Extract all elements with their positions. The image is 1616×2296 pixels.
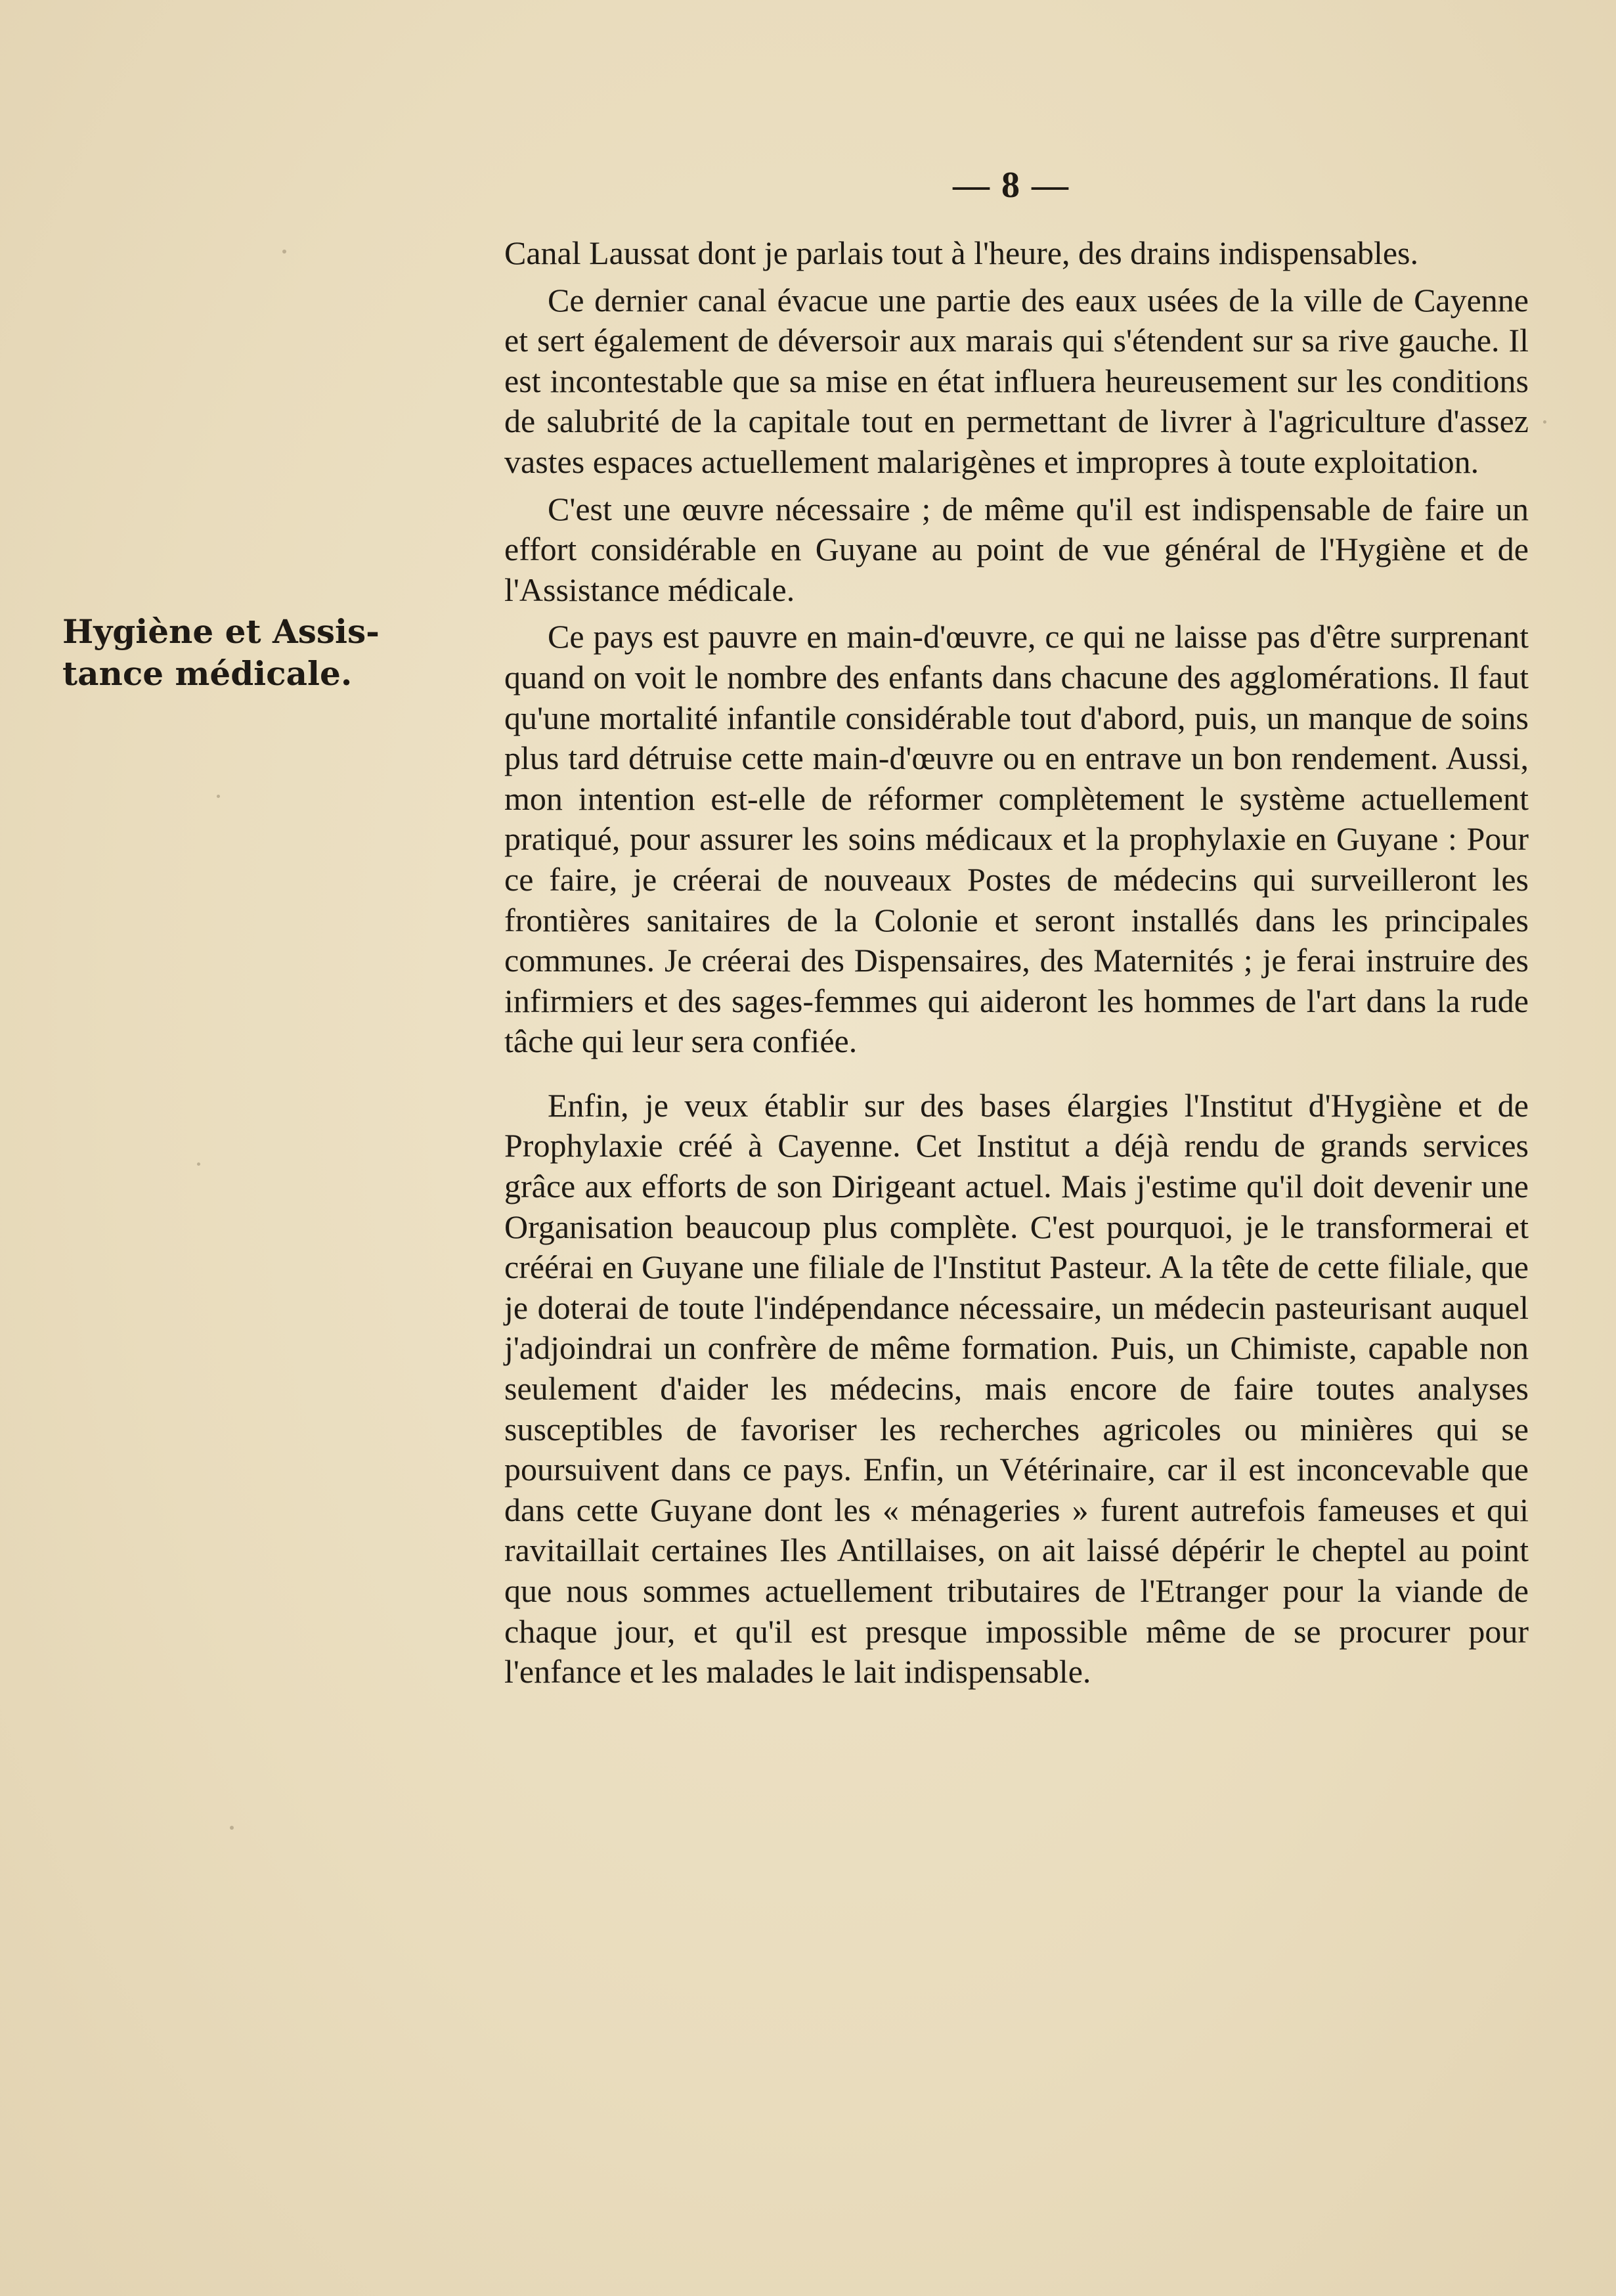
margin-note-line-2: tance médicale. [62,654,353,693]
paper-speck [197,1162,200,1166]
margin-note-line-1: Hygiène et Assis- [62,612,380,651]
paragraph-hygiene: C'est une œuvre nécessaire ; de même qu'il est indispensable de faire un effort considérable en Guyane au point de vue général de l'Hygiène et de l'Assistance médicale. [504,490,1529,608]
paragraph-main-doeuvre: Ce pays est pauvre en main-d'œuvre, ce qui ne laisse pas d'être surprenant quand on voit le nombre des enfants dans chacune des agglomérations. Il faut qu'une mortalité infantile considérable tout d'abord, puis, un manque de soins plus tard détruise cette main-d'œuvre ou en entrave un bon rendement. Aussi, mon intention est-elle de réformer complètement le système actuellement pratiqué, pour assurer les soins médicaux et la prophylaxie en Guyane : Pour ce faire, je créerai de nouveaux Postes de médecins qui surveilleront les frontières sanitaires de la Colonie et seront installés dans les principales communes. Je créerai des Dispensaires, des Maternités ; je ferai instruire des infirmiers et des sages-femmes qui aideront les hommes de l'art dans la rude tâche qui leur sera confiée. [504,618,1529,1060]
paper-speck [230,1826,234,1830]
margin-note [62,611,456,695]
paper-speck [282,250,286,254]
paragraph-continuation: Canal Laussat dont je parlais tout à l'heure, des drains indispensables. [504,234,1418,271]
body-text [504,233,1529,1692]
paragraph-canal: Ce dernier canal évacue une partie des eaux usées de la ville de Cayenne et sert également de déversoir aux marais qui s'étendent sur sa rive gauche. Il est incontestable que sa mise en état influera heureusement sur les conditions de salubrité de la capitale tout en permettant de livrer à l'agriculture d'assez vastes espaces actuellement malarigènes et impropres à toute exploitation. [504,281,1529,480]
paper-speck [1543,420,1546,424]
page-number: — 8 — [953,165,1070,206]
paper-speck [217,795,220,798]
paragraph-institut: Enfin, je veux établir sur des bases élargies l'Institut d'Hygiène et de Prophylaxie créé à Cayenne. Cet Institut a déjà rendu de grands services grâce aux efforts de son Dirigeant actuel. Mais j'estime qu'il doit devenir une Organisation beaucoup plus complète. C'est pourquoi, je le transformerai et créérai en Guyane une filiale de l'Institut Pasteur. A la tête de cette filiale, que je doterai de toute l'indépendance nécessaire, un médecin pasteurisant auquel j'adjoindrai un confrère de même formation. Puis, un Chimiste, capable non seulement d'aider les médecins, mais encore de faire toutes analyses susceptibles de favoriser les recherches agricoles ou minières qui se poursuivent dans ce pays. Enfin, un Vétérinaire, car il est inconcevable que dans cette Guyane dont les « ménageries » furent autrefois fameuses et qui ravitaillait certaines Iles Antillaises, on ait laissé dépérir le cheptel au point que nous sommes actuellement tributaires de l'Etranger pour la viande de chaque jour, et qu'il est presque impossible même de se procurer pour l'enfance et les malades le lait indispensable. [504,1086,1529,1690]
